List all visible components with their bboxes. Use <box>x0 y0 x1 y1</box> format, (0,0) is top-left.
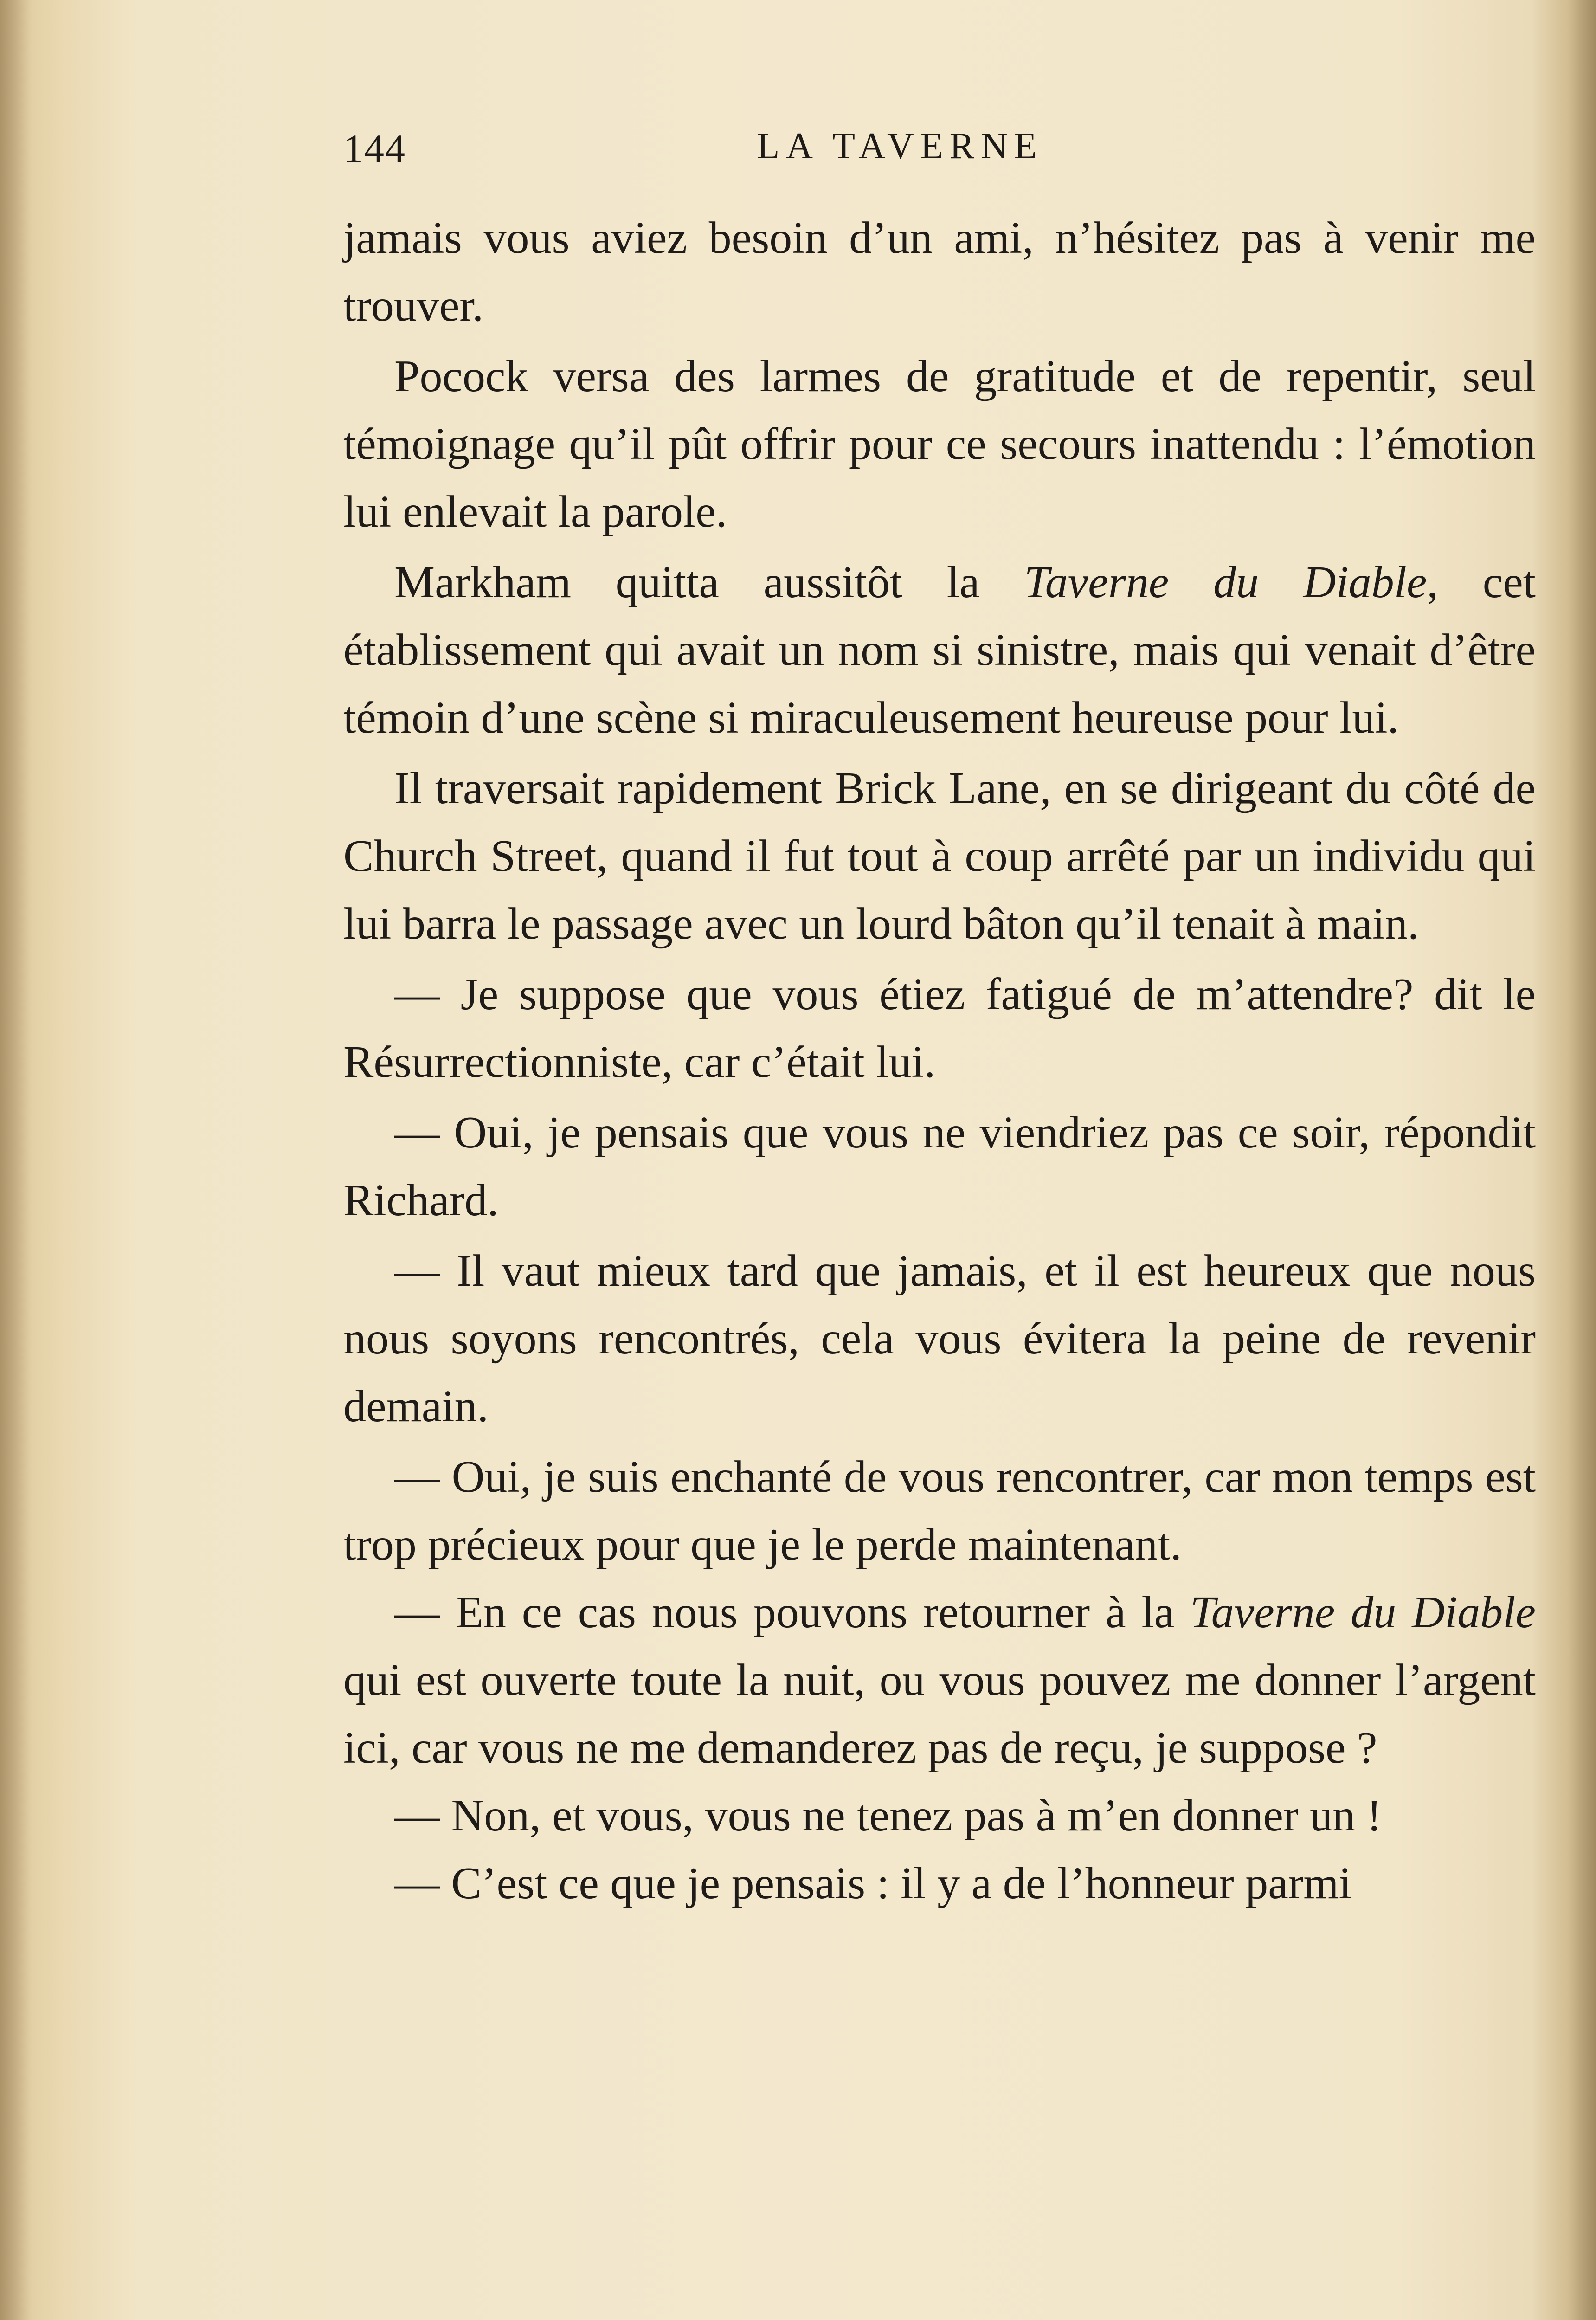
dialogue-paragraph <box>343 1237 1536 1440</box>
text-run: — Oui, je suis enchanté de vous rencontrer, car mon temps est trop précieux pour que je le perde maintenant. <box>343 1452 1536 1570</box>
body-text <box>343 204 1536 1917</box>
paragraph <box>343 754 1536 958</box>
spine-shadow <box>0 0 32 2320</box>
dialogue-paragraph <box>343 1782 1536 1850</box>
text-run: , cet établissement qui avait un nom si sinistre, mais qui venait d’être témoin d’une scène si miraculeusement heureuse pour lui. <box>343 557 1536 743</box>
text-run: — Oui, je pensais que vous ne viendriez pas ce soir, répondit Richard. <box>343 1108 1536 1225</box>
text-run: Markham quitta aussitôt la <box>394 557 1024 607</box>
text-run: — En ce cas nous pouvons retourner à la <box>394 1587 1191 1637</box>
dialogue-paragraph <box>343 1579 1536 1782</box>
text-run: qui est ouverte toute la nuit, ou vous pouvez me donner l’argent ici, car vous ne me demanderez pas de reçu, je suppose ? <box>343 1655 1536 1773</box>
running-title: LA TAVERNE <box>757 126 1043 167</box>
text-run: Il traversait rapidement Brick Lane, en se dirigeant du côté de Church Street, quand il fut tout à coup arrêté par un individu qui lui barra le passage avec un lourd bâton qu’il tenait à main. <box>343 763 1536 949</box>
paragraph <box>343 548 1536 752</box>
paragraph <box>343 342 1536 546</box>
paragraph <box>343 204 1536 340</box>
text-run: — Je suppose que vous étiez fatigué de m’attendre? dit le Résurrectionniste, car c’était lui. <box>343 969 1536 1087</box>
text-run: — Il vaut mieux tard que jamais, et il est heureux que nous nous soyons rencontrés, cela vous évitera la peine de revenir demain. <box>343 1246 1536 1431</box>
page-number: 144 <box>343 126 406 171</box>
dialogue-paragraph <box>343 1099 1536 1234</box>
dialogue-paragraph <box>343 960 1536 1096</box>
text-run: jamais vous aviez besoin d’un ami, n’hésitez pas à venir me trouver. <box>343 213 1536 331</box>
italic-place-name: Taverne du Diable <box>1190 1587 1536 1637</box>
dialogue-paragraph <box>343 1443 1536 1579</box>
page-edge-shadow <box>1568 0 1596 2320</box>
dialogue-paragraph <box>343 1850 1536 1917</box>
italic-place-name: Taverne du Diable <box>1024 557 1427 607</box>
text-run: — C’est ce que je pensais : il y a de l’honneur parmi <box>394 1858 1351 1908</box>
text-run: Pocock versa des larmes de gratitude et de repentir, seul témoignage qu’il pût offrir pour ce secours inattendu : l’émotion lui enlevait la parole. <box>343 351 1536 537</box>
page-header <box>343 125 1540 176</box>
text-run: — Non, et vous, vous ne tenez pas à m’en donner un ! <box>394 1791 1382 1841</box>
